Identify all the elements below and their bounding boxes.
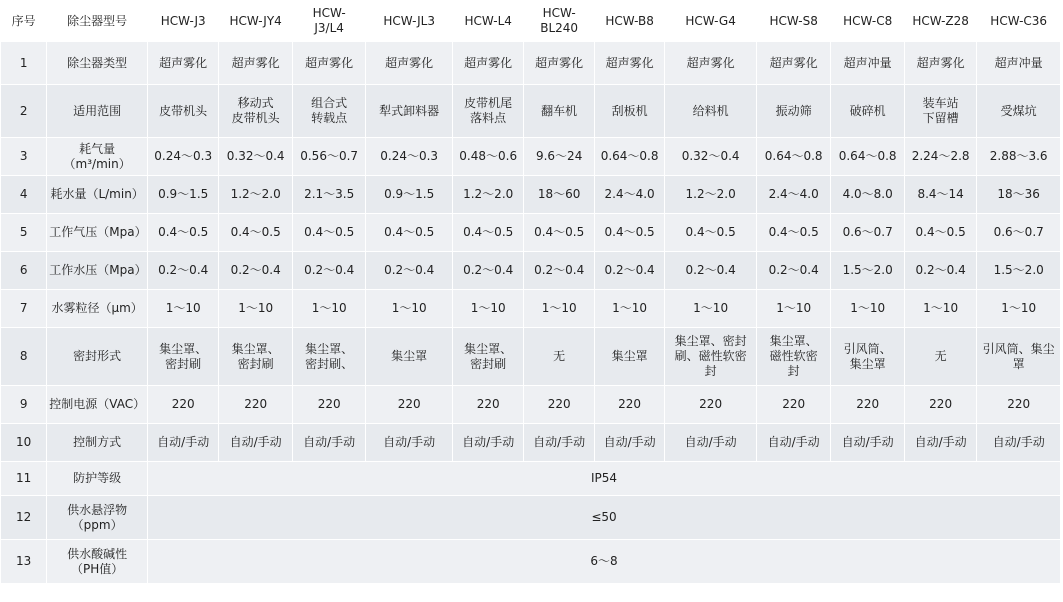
table-cell: 引风筒、集尘 罩 [977,328,1060,385]
table-cell: 给料机 [665,85,756,137]
table-cell: 受煤坑 [977,85,1060,137]
table-cell: 集尘罩、 磁性软密 封 [757,328,830,385]
table-cell: 超声雾化 [366,42,452,84]
table-cell: 2.1～3.5 [293,176,365,213]
table-cell: 0.6～0.7 [977,214,1060,251]
table-cell: 0.4～0.5 [293,214,365,251]
header-model-col: HCW-G4 [665,1,756,41]
table-cell: 集尘罩 [595,328,664,385]
table-cell: 无 [524,328,593,385]
table-cell: 1～10 [524,290,593,327]
row-label: 适用范围 [47,85,147,137]
row-index: 6 [1,252,46,289]
row-label: 密封形式 [47,328,147,385]
table-cell: 0.4～0.5 [757,214,830,251]
table-row [1,424,1060,461]
table-cell: 1～10 [366,290,452,327]
table-row [1,214,1060,251]
table-cell: 刮板机 [595,85,664,137]
table-cell: 自动/手动 [453,424,523,461]
table-cell: 1～10 [219,290,291,327]
table-cell: 破碎机 [831,85,903,137]
table-cell: 2.88～3.6 [977,138,1060,175]
row-label: 供水酸碱性 （PH值） [47,540,147,583]
row-index: 7 [1,290,46,327]
row-index: 4 [1,176,46,213]
row-index: 9 [1,386,46,423]
row-index: 3 [1,138,46,175]
table-cell: 超声雾化 [595,42,664,84]
table-cell: 自动/手动 [905,424,976,461]
table-cell: 超声冲量 [977,42,1060,84]
table-cell: 0.64～0.8 [757,138,830,175]
table-cell: 0.2～0.4 [148,252,218,289]
table-cell: 0.2～0.4 [453,252,523,289]
table-cell: 集尘罩、 密封刷 [219,328,291,385]
table-cell: 超声雾化 [757,42,830,84]
table-cell: 无 [905,328,976,385]
table-cell: 0.2～0.4 [524,252,593,289]
table-cell: 超声雾化 [148,42,218,84]
row-label: 耗气量（m³/min） [47,138,147,175]
table-cell: 4.0～8.0 [831,176,903,213]
row-label: 防护等级 [47,462,147,495]
row-index: 10 [1,424,46,461]
table-cell: 自动/手动 [757,424,830,461]
header-model-col: HCW-C8 [831,1,903,41]
header-model: 除尘器型号 [47,1,147,41]
table-cell: 0.9～1.5 [366,176,452,213]
table-cell: 0.24～0.3 [366,138,452,175]
table-cell: 皮带机尾 落料点 [453,85,523,137]
table-cell: 自动/手动 [366,424,452,461]
table-cell: 0.32～0.4 [665,138,756,175]
table-cell: 220 [219,386,291,423]
table-cell: 移动式 皮带机头 [219,85,291,137]
table-cell: 0.2～0.4 [905,252,976,289]
table-cell: 2.24～2.8 [905,138,976,175]
row-label: 除尘器类型 [47,42,147,84]
table-cell: 1.2～2.0 [453,176,523,213]
table-cell: 0.64～0.8 [831,138,903,175]
header-index: 序号 [1,1,46,41]
merged-value-cell: IP54 [148,462,1060,495]
table-cell: 1～10 [757,290,830,327]
table-cell: 1～10 [453,290,523,327]
table-cell: 引风筒、 集尘罩 [831,328,903,385]
table-cell: 8.4～14 [905,176,976,213]
table-row [1,328,1060,385]
table-cell: 0.4～0.5 [595,214,664,251]
header-model-col: HCW-L4 [453,1,523,41]
row-index: 12 [1,496,46,539]
header-row [1,1,1060,41]
table-cell: 0.2～0.4 [595,252,664,289]
table-cell: 集尘罩、 密封刷 [148,328,218,385]
table-cell: 220 [757,386,830,423]
header-model-col: HCW-S8 [757,1,830,41]
table-cell: 18～60 [524,176,593,213]
table-cell: 装车站 下留槽 [905,85,976,137]
table-cell: 自动/手动 [219,424,291,461]
table-cell: 自动/手动 [595,424,664,461]
table-cell: 振动筛 [757,85,830,137]
table-cell: 1～10 [293,290,365,327]
header-model-col: HCW-Z28 [905,1,976,41]
row-index: 2 [1,85,46,137]
table-cell: 220 [831,386,903,423]
header-model-col: HCW-J3 [148,1,218,41]
table-row [1,138,1060,175]
row-label: 耗水量（L/min） [47,176,147,213]
merged-value-cell: ≤50 [148,496,1060,539]
table-row [1,386,1060,423]
table-cell: 0.4～0.5 [524,214,593,251]
table-cell: 集尘罩、密封 刷、磁性软密 封 [665,328,756,385]
table-cell: 1.5～2.0 [831,252,903,289]
row-index: 1 [1,42,46,84]
table-cell: 0.56～0.7 [293,138,365,175]
table-cell: 220 [977,386,1060,423]
table-cell: 220 [453,386,523,423]
table-cell: 自动/手动 [831,424,903,461]
table-row-merged [1,462,1060,495]
table-cell: 0.4～0.5 [366,214,452,251]
table-cell: 组合式 转载点 [293,85,365,137]
table-row [1,176,1060,213]
row-label: 供水悬浮物 （ppm） [47,496,147,539]
table-cell: 超声雾化 [293,42,365,84]
table-row [1,85,1060,137]
table-cell: 自动/手动 [524,424,593,461]
table-cell: 220 [293,386,365,423]
row-index: 5 [1,214,46,251]
table-row [1,252,1060,289]
table-cell: 220 [905,386,976,423]
table-cell: 超声雾化 [219,42,291,84]
header-model-col: HCW- BL240 [524,1,593,41]
table-cell: 自动/手动 [293,424,365,461]
table-cell: 翻车机 [524,85,593,137]
table-cell: 0.4～0.5 [453,214,523,251]
table-cell: 220 [524,386,593,423]
table-cell: 0.2～0.4 [366,252,452,289]
table-cell: 0.64～0.8 [595,138,664,175]
table-cell: 自动/手动 [977,424,1060,461]
row-label: 工作水压（Mpa） [47,252,147,289]
table-row-merged [1,496,1060,539]
table-cell: 0.24～0.3 [148,138,218,175]
table-cell: 0.2～0.4 [757,252,830,289]
table-cell: 0.6～0.7 [831,214,903,251]
row-label: 工作气压（Mpa） [47,214,147,251]
table-cell: 220 [665,386,756,423]
table-row [1,42,1060,84]
table-cell: 集尘罩、 密封刷 [453,328,523,385]
header-model-col: HCW- J3/L4 [293,1,365,41]
table-cell: 1～10 [665,290,756,327]
table-cell: 220 [595,386,664,423]
table-cell: 2.4～4.0 [757,176,830,213]
table-cell: 超声雾化 [453,42,523,84]
row-label: 控制方式 [47,424,147,461]
table-cell: 0.4～0.5 [148,214,218,251]
table-cell: 220 [366,386,452,423]
table-cell: 超声冲量 [831,42,903,84]
header-model-col: HCW-JY4 [219,1,291,41]
table-cell: 自动/手动 [148,424,218,461]
table-cell: 超声雾化 [905,42,976,84]
table-cell: 超声雾化 [524,42,593,84]
table-cell: 集尘罩 [366,328,452,385]
table-row [1,290,1060,327]
table-cell: 1.2～2.0 [219,176,291,213]
table-cell: 0.2～0.4 [665,252,756,289]
table-cell: 1～10 [831,290,903,327]
table-cell: 超声雾化 [665,42,756,84]
table-cell: 0.4～0.5 [665,214,756,251]
table-cell: 1～10 [595,290,664,327]
table-cell: 1～10 [905,290,976,327]
row-label: 水雾粒径（μm） [47,290,147,327]
table-cell: 0.4～0.5 [219,214,291,251]
table-cell: 自动/手动 [665,424,756,461]
table-cell: 18～36 [977,176,1060,213]
table-cell: 集尘罩、 密封刷、 [293,328,365,385]
table-cell: 1～10 [977,290,1060,327]
table-cell: 1.5～2.0 [977,252,1060,289]
row-index: 8 [1,328,46,385]
table-row-merged [1,540,1060,583]
row-index: 13 [1,540,46,583]
header-model-col: HCW-C36 [977,1,1060,41]
table-cell: 0.48～0.6 [453,138,523,175]
table-cell: 0.2～0.4 [219,252,291,289]
table-cell: 0.4～0.5 [905,214,976,251]
header-model-col: HCW-B8 [595,1,664,41]
table-cell: 0.9～1.5 [148,176,218,213]
table-cell: 0.2～0.4 [293,252,365,289]
row-index: 11 [1,462,46,495]
merged-value-cell: 6～8 [148,540,1060,583]
table-cell: 9.6～24 [524,138,593,175]
table-cell: 2.4～4.0 [595,176,664,213]
table-cell: 1.2～2.0 [665,176,756,213]
table-cell: 犁式卸料器 [366,85,452,137]
row-label: 控制电源（VAC） [47,386,147,423]
table-cell: 0.32～0.4 [219,138,291,175]
header-model-col: HCW-JL3 [366,1,452,41]
table-cell: 220 [148,386,218,423]
table-cell: 1～10 [148,290,218,327]
table-cell: 皮带机头 [148,85,218,137]
